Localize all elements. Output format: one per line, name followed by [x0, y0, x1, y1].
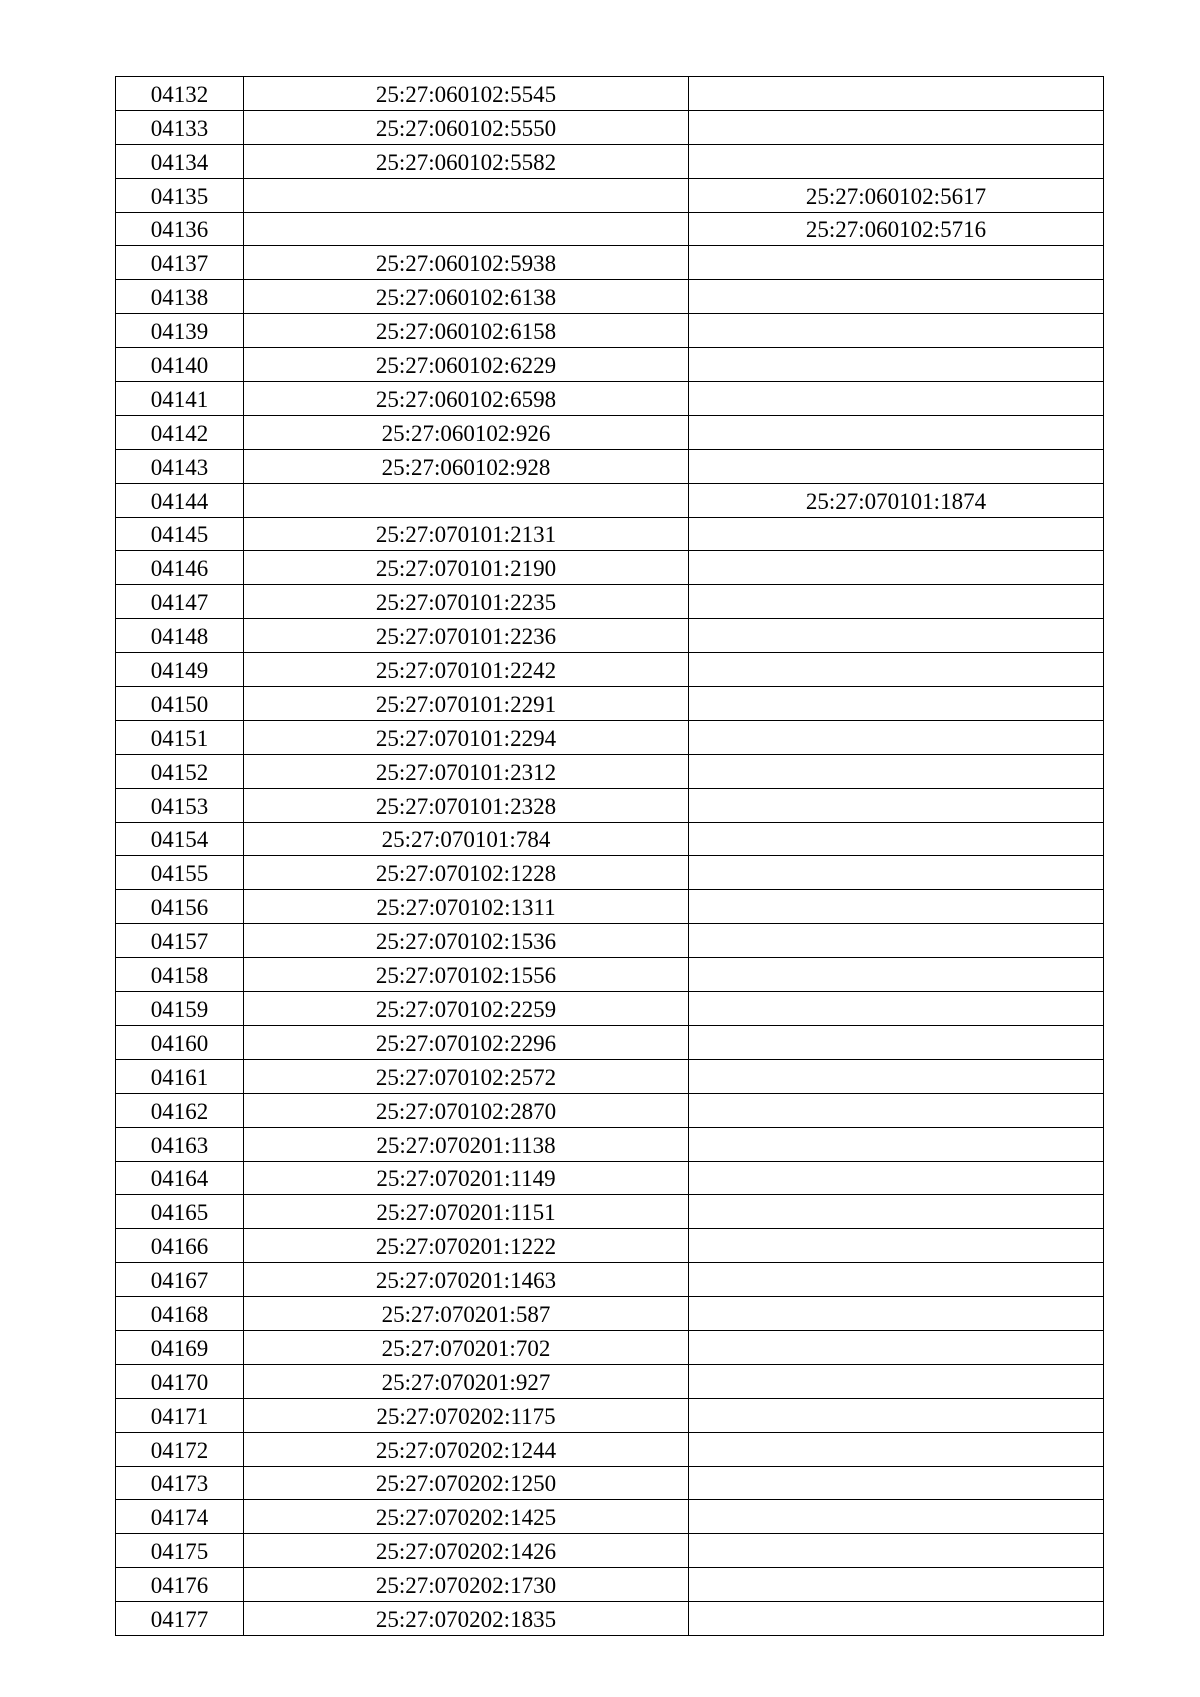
- row-number-cell: [116, 1364, 244, 1398]
- cadastral-number-alt-cell: [689, 1093, 1104, 1127]
- cadastral-number-cell-text: 25:27:070201:702: [381, 1335, 551, 1361]
- cadastral-number-cell-text: 25:27:070101:2291: [375, 691, 557, 717]
- cadastral-number-cell-text: 25:27:060102:6229: [375, 353, 557, 379]
- row-number-cell-text: 04169: [150, 1335, 209, 1361]
- table-row: [116, 246, 1104, 280]
- table-row: [116, 77, 1104, 111]
- cadastral-number-alt-cell: [689, 1059, 1104, 1093]
- cadastral-number-cell-text: 25:27:070101:2242: [375, 658, 557, 684]
- cadastral-number-cell-text: 25:27:070101:2235: [375, 590, 557, 616]
- row-number-cell-text: 04145: [150, 522, 209, 548]
- row-number-cell-text: 04170: [150, 1369, 209, 1395]
- cadastral-number-alt-cell: [689, 720, 1104, 754]
- row-number-cell-text: 04153: [150, 793, 209, 819]
- cadastral-number-cell-text: 25:27:070101:2190: [375, 556, 557, 582]
- row-number-cell-text: 04177: [150, 1606, 209, 1632]
- row-number-cell-text: 04164: [150, 1166, 209, 1192]
- cadastral-number-cell: [244, 1025, 689, 1059]
- table-row: [116, 1161, 1104, 1195]
- row-number-cell: [116, 822, 244, 856]
- table-row: [116, 754, 1104, 788]
- row-number-cell: [116, 720, 244, 754]
- row-number-cell: [116, 1059, 244, 1093]
- row-number-cell: [116, 449, 244, 483]
- row-number-cell-text: 04173: [150, 1471, 209, 1497]
- cadastral-number-alt-cell: [689, 992, 1104, 1026]
- row-number-cell: [116, 1263, 244, 1297]
- cadastral-number-cell-text: 25:27:060102:5938: [375, 251, 557, 277]
- cadastral-number-alt-cell: [689, 1127, 1104, 1161]
- table-row: [116, 1330, 1104, 1364]
- row-number-cell: [116, 1025, 244, 1059]
- cadastral-number-alt-cell: [689, 449, 1104, 483]
- cadastral-number-cell: [244, 178, 689, 212]
- cadastral-number-alt-cell: [689, 1025, 1104, 1059]
- table-row: [116, 1398, 1104, 1432]
- cadastral-number-cell: [244, 551, 689, 585]
- cadastral-number-cell-text: 25:27:070102:2870: [375, 1098, 557, 1124]
- cadastral-number-alt-cell: [689, 856, 1104, 890]
- cadastral-number-alt-cell: [689, 687, 1104, 721]
- row-number-cell-text: 04176: [150, 1573, 209, 1599]
- row-number-cell-text: 04163: [150, 1132, 209, 1158]
- row-number-cell: [116, 314, 244, 348]
- row-number-cell-text: 04172: [150, 1437, 209, 1463]
- table-row: [116, 483, 1104, 517]
- cadastral-number-alt-cell: [689, 212, 1104, 246]
- cadastral-number-cell-text: 25:27:070101:2131: [375, 522, 557, 548]
- row-number-cell-text: 04167: [150, 1268, 209, 1294]
- cadastral-number-cell-text: 25:27:070202:1244: [375, 1437, 557, 1463]
- cadastral-number-cell: [244, 924, 689, 958]
- table-row: [116, 1568, 1104, 1602]
- row-number-cell: [116, 1195, 244, 1229]
- cadastral-number-cell: [244, 1534, 689, 1568]
- table-row: [116, 551, 1104, 585]
- cadastral-number-cell-text: 25:27:070102:1228: [375, 861, 557, 887]
- cadastral-number-cell-text: 25:27:070201:927: [381, 1369, 551, 1395]
- table-row: [116, 1093, 1104, 1127]
- row-number-cell-text: 04155: [150, 861, 209, 887]
- row-number-cell: [116, 788, 244, 822]
- table-row: [116, 1500, 1104, 1534]
- row-number-cell: [116, 415, 244, 449]
- cadastral-number-cell-text: 25:27:060102:6158: [375, 319, 557, 345]
- cadastral-number-cell-text: 25:27:070202:1835: [375, 1606, 557, 1632]
- cadastral-number-cell-text: 25:27:070201:1151: [376, 1200, 556, 1226]
- row-number-cell: [116, 1568, 244, 1602]
- cadastral-number-alt-cell: [689, 415, 1104, 449]
- cadastral-number-alt-cell: [689, 517, 1104, 551]
- row-number-cell-text: 04159: [150, 996, 209, 1022]
- cadastral-number-cell: [244, 653, 689, 687]
- row-number-cell: [116, 1500, 244, 1534]
- row-number-cell-text: 04165: [150, 1200, 209, 1226]
- cadastral-number-cell: [244, 890, 689, 924]
- row-number-cell: [116, 619, 244, 653]
- cadastral-number-cell-text: 25:27:070201:1463: [375, 1268, 557, 1294]
- table-row: [116, 1466, 1104, 1500]
- cadastral-number-cell-text: 25:27:060102:928: [381, 454, 551, 480]
- cadastral-number-cell: [244, 1195, 689, 1229]
- table-row: [116, 178, 1104, 212]
- table-body: [116, 77, 1104, 1636]
- cadastral-number-cell: [244, 585, 689, 619]
- cadastral-number-cell-text: 25:27:070202:1426: [375, 1539, 557, 1565]
- row-number-cell-text: 04142: [150, 420, 209, 446]
- cadastral-number-alt-cell: [689, 822, 1104, 856]
- cadastral-number-alt-cell-text: 25:27:060102:5617: [805, 183, 987, 209]
- row-number-cell: [116, 1127, 244, 1161]
- cadastral-number-cell-text: 25:27:070202:1175: [376, 1403, 556, 1429]
- table-row: [116, 653, 1104, 687]
- row-number-cell-text: 04141: [150, 386, 209, 412]
- cadastral-number-cell-text: 25:27:060102:6598: [375, 386, 557, 412]
- row-number-cell-text: 04162: [150, 1098, 209, 1124]
- table-row: [116, 449, 1104, 483]
- row-number-cell-text: 04138: [150, 285, 209, 311]
- cadastral-number-alt-cell: [689, 348, 1104, 382]
- cadastral-number-alt-cell: [689, 178, 1104, 212]
- cadastral-number-cell-text: 25:27:070101:2236: [375, 624, 557, 650]
- row-number-cell: [116, 992, 244, 1026]
- row-number-cell: [116, 1093, 244, 1127]
- cadastral-number-alt-cell: [689, 958, 1104, 992]
- cadastral-number-cell-text: 25:27:070201:1138: [376, 1132, 556, 1158]
- cadastral-number-alt-cell: [689, 1263, 1104, 1297]
- table-row: [116, 720, 1104, 754]
- cadastral-number-cell: [244, 1263, 689, 1297]
- cadastral-number-alt-cell: [689, 1330, 1104, 1364]
- cadastral-number-alt-cell-text: 25:27:060102:5716: [805, 217, 987, 243]
- cadastral-number-cell: [244, 483, 689, 517]
- cadastral-number-cell-text: 25:27:070201:1149: [376, 1166, 556, 1192]
- cadastral-number-cell-text: 25:27:070201:587: [381, 1301, 551, 1327]
- cadastral-number-cell: [244, 992, 689, 1026]
- cadastral-number-cell: [244, 754, 689, 788]
- cadastral-number-cell: [244, 1466, 689, 1500]
- table-row: [116, 1364, 1104, 1398]
- cadastral-number-alt-cell: [689, 1398, 1104, 1432]
- row-number-cell-text: 04143: [150, 454, 209, 480]
- cadastral-number-cell-text: 25:27:060102:5550: [375, 115, 557, 141]
- cadastral-number-cell-text: 25:27:070102:2259: [375, 996, 557, 1022]
- cadastral-number-alt-cell: [689, 246, 1104, 280]
- cadastral-number-alt-cell: [689, 77, 1104, 111]
- row-number-cell-text: 04137: [150, 251, 209, 277]
- cadastral-number-cell: [244, 1161, 689, 1195]
- row-number-cell-text: 04133: [150, 115, 209, 141]
- cadastral-number-cell: [244, 415, 689, 449]
- cadastral-number-alt-cell: [689, 382, 1104, 416]
- row-number-cell-text: 04150: [150, 691, 209, 717]
- row-number-cell: [116, 517, 244, 551]
- cadastral-number-cell-text: 25:27:070101:2328: [375, 793, 557, 819]
- cadastral-number-cell: [244, 280, 689, 314]
- row-number-cell-text: 04149: [150, 658, 209, 684]
- cadastral-number-alt-cell: [689, 1364, 1104, 1398]
- table-row: [116, 415, 1104, 449]
- row-number-cell-text: 04175: [150, 1539, 209, 1565]
- row-number-cell-text: 04139: [150, 319, 209, 345]
- row-number-cell-text: 04174: [150, 1505, 209, 1531]
- cadastral-number-cell: [244, 1127, 689, 1161]
- cadastral-number-cell: [244, 449, 689, 483]
- row-number-cell: [116, 1466, 244, 1500]
- row-number-cell: [116, 212, 244, 246]
- row-number-cell-text: 04158: [150, 963, 209, 989]
- cadastral-number-cell: [244, 314, 689, 348]
- cadastral-number-cell: [244, 1500, 689, 1534]
- cadastral-number-cell: [244, 1093, 689, 1127]
- row-number-cell-text: 04161: [150, 1064, 209, 1090]
- cadastral-number-cell: [244, 1229, 689, 1263]
- cadastral-number-cell: [244, 958, 689, 992]
- row-number-cell-text: 04160: [150, 1030, 209, 1056]
- table-row: [116, 822, 1104, 856]
- cadastral-number-table: [115, 76, 1104, 1636]
- cadastral-number-cell: [244, 1568, 689, 1602]
- row-number-cell: [116, 687, 244, 721]
- row-number-cell: [116, 754, 244, 788]
- row-number-cell: [116, 77, 244, 111]
- row-number-cell-text: 04157: [150, 929, 209, 955]
- table-row: [116, 144, 1104, 178]
- cadastral-number-cell: [244, 788, 689, 822]
- row-number-cell: [116, 1534, 244, 1568]
- cadastral-number-cell-text: 25:27:070102:1536: [375, 929, 557, 955]
- cadastral-number-cell: [244, 77, 689, 111]
- cadastral-number-cell-text: 25:27:070102:2572: [375, 1064, 557, 1090]
- cadastral-number-cell-text: 25:27:070101:2294: [375, 725, 557, 751]
- cadastral-number-cell: [244, 382, 689, 416]
- cadastral-number-alt-cell: [689, 890, 1104, 924]
- cadastral-number-alt-cell: [689, 619, 1104, 653]
- cadastral-number-cell: [244, 1059, 689, 1093]
- table-row: [116, 1263, 1104, 1297]
- row-number-cell: [116, 1161, 244, 1195]
- cadastral-number-alt-cell: [689, 483, 1104, 517]
- table-row: [116, 1297, 1104, 1331]
- cadastral-number-alt-cell-text: 25:27:070101:1874: [805, 488, 987, 514]
- table-row: [116, 924, 1104, 958]
- row-number-cell-text: 04154: [150, 827, 209, 853]
- row-number-cell: [116, 856, 244, 890]
- cadastral-number-cell: [244, 212, 689, 246]
- table-row: [116, 517, 1104, 551]
- cadastral-number-alt-cell: [689, 1195, 1104, 1229]
- table-row: [116, 1127, 1104, 1161]
- table-row: [116, 890, 1104, 924]
- cadastral-number-alt-cell: [689, 1161, 1104, 1195]
- cadastral-number-alt-cell: [689, 110, 1104, 144]
- row-number-cell: [116, 924, 244, 958]
- table-row: [116, 687, 1104, 721]
- row-number-cell: [116, 958, 244, 992]
- cadastral-number-alt-cell: [689, 1500, 1104, 1534]
- cadastral-number-cell: [244, 110, 689, 144]
- cadastral-number-alt-cell: [689, 1297, 1104, 1331]
- row-number-cell: [116, 585, 244, 619]
- row-number-cell-text: 04136: [150, 217, 209, 243]
- row-number-cell: [116, 1330, 244, 1364]
- cadastral-number-cell-text: 25:27:070102:2296: [375, 1030, 557, 1056]
- cadastral-number-alt-cell: [689, 144, 1104, 178]
- cadastral-number-cell-text: 25:27:060102:5545: [375, 81, 557, 107]
- cadastral-number-cell: [244, 1602, 689, 1636]
- cadastral-number-alt-cell: [689, 314, 1104, 348]
- cadastral-number-alt-cell: [689, 1466, 1104, 1500]
- row-number-cell: [116, 110, 244, 144]
- table-row: [116, 280, 1104, 314]
- cadastral-number-cell: [244, 1297, 689, 1331]
- row-number-cell-text: 04151: [150, 725, 209, 751]
- table-row: [116, 619, 1104, 653]
- cadastral-number-cell: [244, 720, 689, 754]
- row-number-cell-text: 04134: [150, 149, 209, 175]
- row-number-cell: [116, 348, 244, 382]
- cadastral-number-cell-text: 25:27:060102:6138: [375, 285, 557, 311]
- row-number-cell-text: 04171: [150, 1403, 209, 1429]
- table-row: [116, 110, 1104, 144]
- row-number-cell-text: 04146: [150, 556, 209, 582]
- table-row: [116, 788, 1104, 822]
- table-row: [116, 1025, 1104, 1059]
- table-row: [116, 1534, 1104, 1568]
- cadastral-number-cell: [244, 246, 689, 280]
- table-row: [116, 1059, 1104, 1093]
- table-row: [116, 585, 1104, 619]
- row-number-cell: [116, 178, 244, 212]
- cadastral-number-alt-cell: [689, 754, 1104, 788]
- cadastral-number-alt-cell: [689, 1602, 1104, 1636]
- cadastral-number-cell-text: 25:27:060102:5582: [375, 149, 557, 175]
- cadastral-number-alt-cell: [689, 788, 1104, 822]
- table-row: [116, 856, 1104, 890]
- cadastral-number-cell: [244, 348, 689, 382]
- table-row: [116, 1195, 1104, 1229]
- row-number-cell: [116, 1297, 244, 1331]
- row-number-cell: [116, 382, 244, 416]
- row-number-cell-text: 04148: [150, 624, 209, 650]
- cadastral-number-alt-cell: [689, 551, 1104, 585]
- row-number-cell-text: 04156: [150, 895, 209, 921]
- cadastral-number-cell-text: 25:27:070102:1556: [375, 963, 557, 989]
- table-row: [116, 382, 1104, 416]
- row-number-cell-text: 04140: [150, 353, 209, 379]
- table-row: [116, 348, 1104, 382]
- table-row: [116, 1432, 1104, 1466]
- table-row: [116, 314, 1104, 348]
- row-number-cell: [116, 280, 244, 314]
- table-row: [116, 212, 1104, 246]
- row-number-cell: [116, 551, 244, 585]
- cadastral-number-cell: [244, 687, 689, 721]
- cadastral-number-cell: [244, 822, 689, 856]
- table-row: [116, 958, 1104, 992]
- row-number-cell-text: 04135: [150, 183, 209, 209]
- cadastral-number-alt-cell: [689, 1229, 1104, 1263]
- row-number-cell-text: 04168: [150, 1301, 209, 1327]
- row-number-cell: [116, 653, 244, 687]
- row-number-cell: [116, 144, 244, 178]
- cadastral-number-cell: [244, 1364, 689, 1398]
- row-number-cell: [116, 483, 244, 517]
- cadastral-number-cell: [244, 1398, 689, 1432]
- row-number-cell: [116, 1229, 244, 1263]
- cadastral-number-cell: [244, 1432, 689, 1466]
- row-number-cell: [116, 1432, 244, 1466]
- cadastral-number-cell: [244, 619, 689, 653]
- cadastral-number-cell-text: 25:27:070102:1311: [376, 895, 556, 921]
- cadastral-number-alt-cell: [689, 1568, 1104, 1602]
- cadastral-number-cell-text: 25:27:070101:784: [381, 827, 551, 853]
- row-number-cell: [116, 246, 244, 280]
- row-number-cell-text: 04166: [150, 1234, 209, 1260]
- cadastral-number-alt-cell: [689, 585, 1104, 619]
- row-number-cell-text: 04152: [150, 759, 209, 785]
- row-number-cell-text: 04132: [150, 81, 209, 107]
- table-row: [116, 1602, 1104, 1636]
- cadastral-number-cell: [244, 517, 689, 551]
- cadastral-number-alt-cell: [689, 924, 1104, 958]
- cadastral-number-cell-text: 25:27:070101:2312: [375, 759, 557, 785]
- cadastral-number-cell: [244, 1330, 689, 1364]
- cadastral-number-cell-text: 25:27:060102:926: [381, 420, 551, 446]
- row-number-cell-text: 04147: [150, 590, 209, 616]
- row-number-cell: [116, 1398, 244, 1432]
- table-row: [116, 1229, 1104, 1263]
- table-row: [116, 992, 1104, 1026]
- cadastral-number-alt-cell: [689, 1534, 1104, 1568]
- cadastral-number-alt-cell: [689, 280, 1104, 314]
- cadastral-number-cell-text: 25:27:070202:1425: [375, 1505, 557, 1531]
- cadastral-number-cell-text: 25:27:070202:1730: [375, 1573, 557, 1599]
- cadastral-number-cell-text: 25:27:070201:1222: [375, 1234, 557, 1260]
- cadastral-number-alt-cell: [689, 1432, 1104, 1466]
- cadastral-number-cell: [244, 856, 689, 890]
- row-number-cell-text: 04144: [150, 488, 209, 514]
- row-number-cell: [116, 890, 244, 924]
- cadastral-number-cell: [244, 144, 689, 178]
- row-number-cell: [116, 1602, 244, 1636]
- cadastral-number-alt-cell: [689, 653, 1104, 687]
- cadastral-number-cell-text: 25:27:070202:1250: [375, 1471, 557, 1497]
